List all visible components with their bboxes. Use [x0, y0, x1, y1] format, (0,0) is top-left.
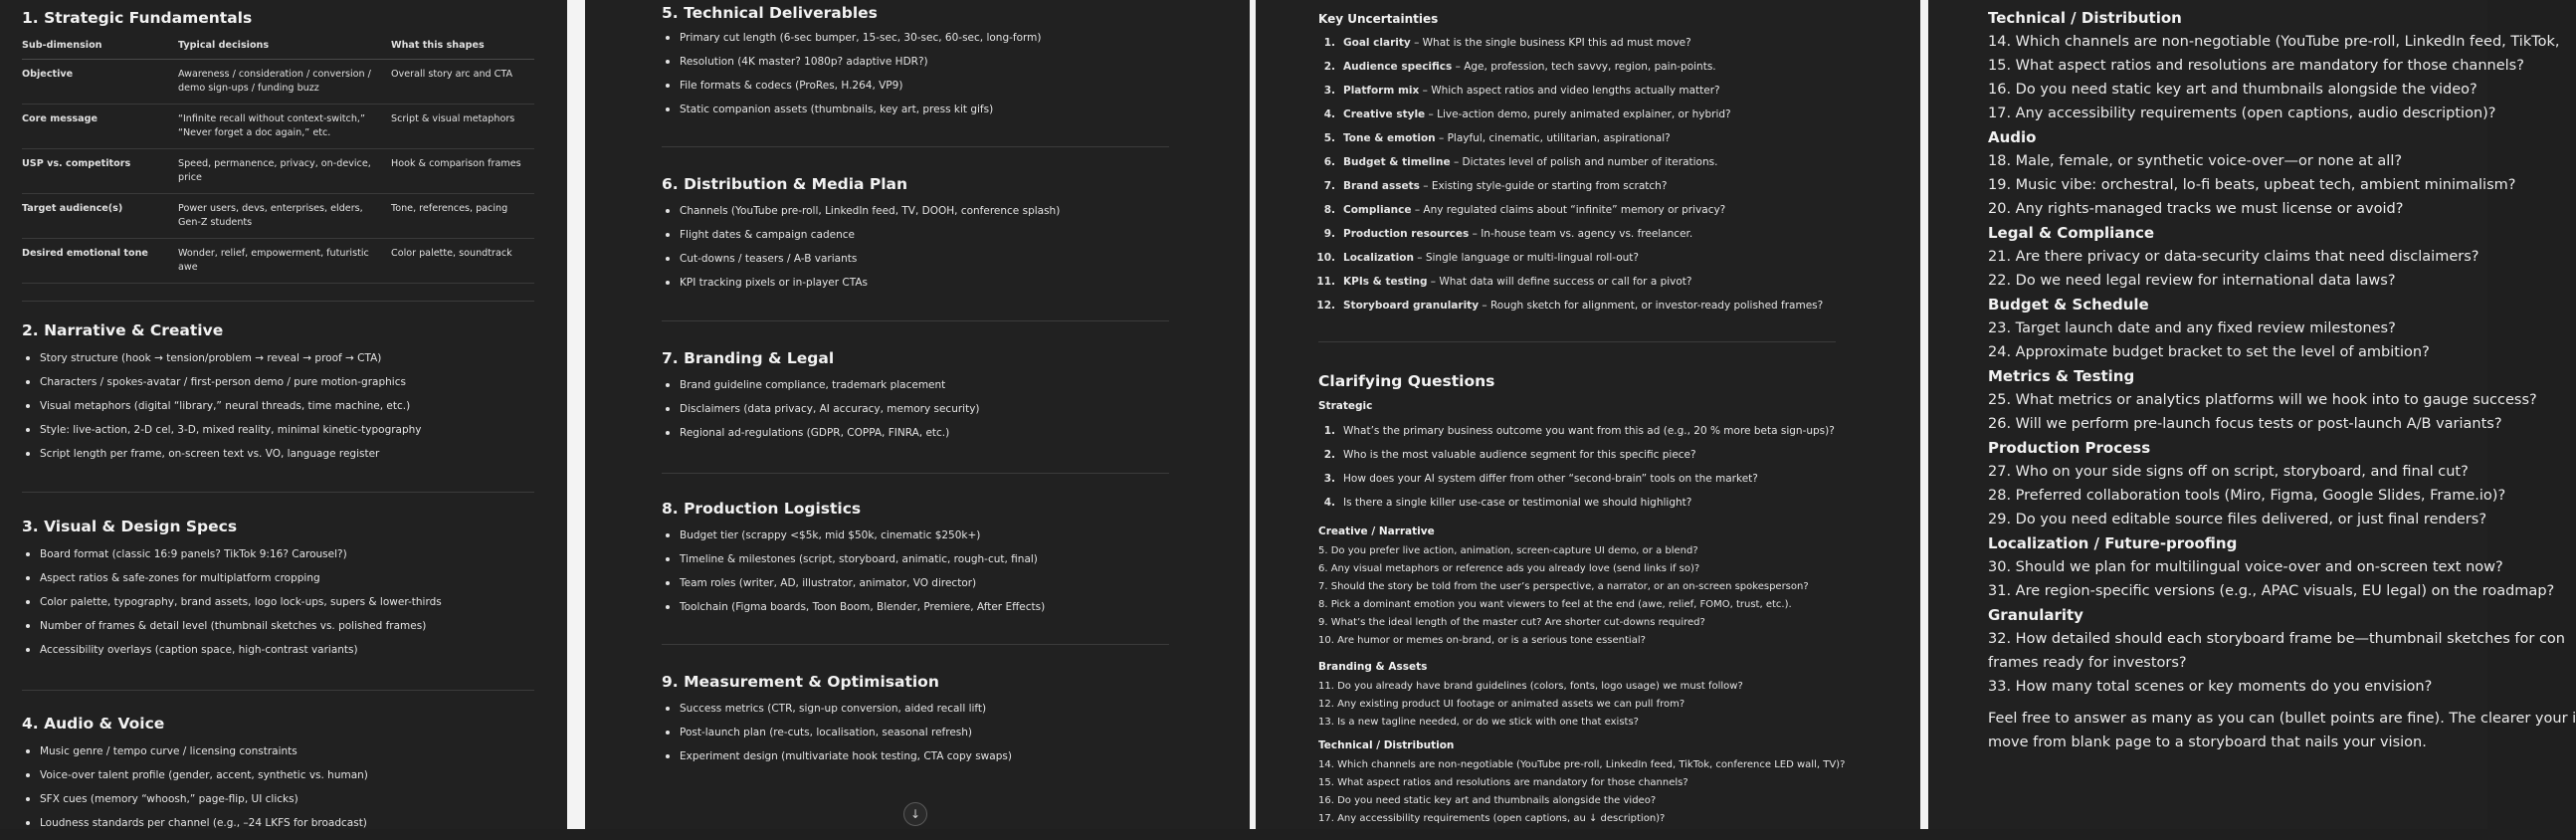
- distribution-list: [662, 204, 1060, 300]
- subheading-production: Production Process: [1988, 439, 2151, 457]
- section-divider: [22, 690, 534, 691]
- table-cell: Target audience(s): [22, 194, 178, 239]
- list-item: 30. Should we plan for multilingual voice-over and on-screen text now?: [1988, 559, 2503, 575]
- list-item: Team roles (writer, AD, illustrator, animator, VO director): [662, 576, 1045, 600]
- section-divider: [1318, 341, 1836, 342]
- list-item: 11. Do you already have brand guidelines (colors, fonts, logo usage) we must follow?: [1318, 681, 1743, 692]
- list-item: 15. What aspect ratios and resolutions are mandatory for those channels?: [1318, 777, 1688, 788]
- section-heading-8: 8. Production Logistics: [662, 500, 862, 518]
- list-item: 22. Do we need legal review for international data laws?: [1988, 273, 2396, 289]
- list-item: 25. What metrics or analytics platforms will we hook into to gauge success?: [1988, 392, 2537, 408]
- list-item: Success metrics (CTR, sign-up conversion, aided recall lift): [662, 702, 1012, 726]
- list-item: 21. Are there privacy or data-security claims that need disclaimers?: [1988, 249, 2479, 265]
- list-item: Post-launch plan (re-cuts, localisation, seasonal refresh): [662, 726, 1012, 749]
- table-cell: Core message: [22, 105, 178, 149]
- list-item: Style: live-action, 2-D cel, 3-D, mixed reality, minimal kinetic-typography: [22, 423, 422, 447]
- list-item: 31. Are region-specific versions (e.g., APAC visuals, EU legal) on the roadmap?: [1988, 583, 2555, 599]
- subheading-metrics: Metrics & Testing: [1988, 367, 2135, 385]
- list-item: Number of frames & detail level (thumbnail sketches vs. polished frames): [22, 619, 442, 643]
- list-item: Music genre / tempo curve / licensing constraints: [22, 744, 368, 768]
- list-item: Flight dates & campaign cadence: [662, 228, 1060, 252]
- branding-questions-list: [1318, 680, 1743, 734]
- section-heading-4: 4. Audio & Voice: [22, 715, 165, 733]
- section-heading-6: 6. Distribution & Media Plan: [662, 175, 908, 193]
- questions-continued-content: [1988, 6, 2576, 754]
- section-heading-2: 2. Narrative & Creative: [22, 321, 224, 339]
- list-item: Timeline & milestones (script, storyboard, animatic, rough-cut, final): [662, 552, 1045, 576]
- list-item: 4. Creative style – Live-action demo, purely animated explainer, or hybrid?: [1323, 108, 1731, 120]
- list-item: Loudness standards per channel (e.g., –24 LKFS for broadcast): [22, 816, 368, 840]
- section-heading-7: 7. Branding & Legal: [662, 349, 835, 367]
- scroll-down-button[interactable]: ↓: [903, 802, 927, 826]
- table-cell: Wonder, relief, empowerment, futuristic awe: [178, 239, 391, 284]
- section-divider: [22, 492, 534, 493]
- table-cell: Power users, devs, enterprises, elders, Gen-Z students: [178, 194, 391, 239]
- list-item: 8. Compliance – Any regulated claims about “infinite” memory or privacy?: [1323, 204, 1726, 216]
- list-item: File formats & codecs (ProRes, H.264, VP9): [662, 79, 1042, 103]
- list-item: Characters / spokes-avatar / first-person demo / pure motion-graphics: [22, 375, 422, 399]
- table-header: What this shapes: [391, 36, 534, 60]
- table-header-row: [22, 36, 534, 60]
- list-item: Disclaimers (data privacy, AI accuracy, memory security): [662, 402, 980, 426]
- technical-subheading: Technical / Distribution: [1318, 739, 1455, 751]
- table-cell: Desired emotional tone: [22, 239, 178, 284]
- list-item: Accessibility overlays (caption space, high-contrast variants): [22, 643, 442, 667]
- table-cell: Awareness / consideration / conversion / demo sign-ups / funding buzz: [178, 60, 391, 105]
- subheading-legal: Legal & Compliance: [1988, 224, 2155, 242]
- audio-voice-list: [22, 744, 368, 840]
- branding-subheading: Branding & Assets: [1318, 661, 1428, 673]
- section-divider: [662, 146, 1169, 147]
- list-item: Board format (classic 16:9 panels? TikTok 9:16? Carousel?): [22, 547, 442, 571]
- list-item: Resolution (4K master? 1080p? adaptive HDR?): [662, 55, 1042, 79]
- table-cell: Overall story arc and CTA: [391, 60, 534, 105]
- list-item: 24. Approximate budget bracket to set the level of ambition?: [1988, 344, 2430, 360]
- list-item: Cut-downs / teasers / A-B variants: [662, 252, 1060, 276]
- list-item: 27. Who on your side signs off on script, storyboard, and final cut?: [1988, 464, 2469, 480]
- list-item: 2. Who is the most valuable audience segment for this specific piece?: [1323, 449, 1696, 461]
- section-heading-3: 3. Visual & Design Specs: [22, 518, 238, 535]
- table-cell: Hook & comparison frames: [391, 149, 534, 194]
- fundamentals-table: [22, 36, 534, 284]
- panel-strategic-fundamentals: [0, 0, 567, 829]
- narrative-list: [22, 351, 422, 471]
- list-item: Channels (YouTube pre-roll, LinkedIn feed, TV, DOOH, conference splash): [662, 204, 1060, 228]
- list-item: 17. Any accessibility requirements (open captions, audio description)?: [1988, 105, 2496, 121]
- list-item: 15. What aspect ratios and resolutions are mandatory for those channels?: [1988, 58, 2524, 74]
- list-item: 16. Do you need static key art and thumbnails alongside the video?: [1318, 795, 1657, 806]
- subheading-granularity: Granularity: [1988, 606, 2083, 624]
- list-item: 33. How many total scenes or key moments do you envision?: [1988, 679, 2433, 695]
- table-row: [22, 149, 534, 194]
- list-item: 8. Pick a dominant emotion you want viewers to feel at the end (awe, relief, FOMO, trust, etc.).: [1318, 599, 1792, 610]
- list-item: 1. Goal clarity – What is the single business KPI this ad must move?: [1323, 37, 1691, 49]
- creative-subheading: Creative / Narrative: [1318, 525, 1435, 537]
- section-divider: [22, 301, 534, 302]
- table-row: [22, 105, 534, 149]
- table-cell: Script & visual metaphors: [391, 105, 534, 149]
- list-item: 11. KPIs & testing – What data will define success or call for a pivot?: [1316, 276, 1692, 288]
- list-item: Budget tier (scrappy <$5k, mid $50k, cinematic $250k+): [662, 528, 1045, 552]
- list-item: SFX cues (memory “whoosh,” page-flip, UI clicks): [22, 792, 368, 816]
- subheading-audio: Audio: [1988, 128, 2037, 146]
- list-item: 12. Storyboard granularity – Rough sketch for alignment, or investor-ready polished frames?: [1316, 300, 1824, 312]
- list-item: Primary cut length (6-sec bumper, 15-sec, 30-sec, 60-sec, long-form): [662, 31, 1042, 55]
- list-item: 16. Do you need static key art and thumbnails alongside the video?: [1988, 82, 2477, 98]
- list-item: KPI tracking pixels or in-player CTAs: [662, 276, 1060, 300]
- panel-questions-continued: [1928, 0, 2576, 829]
- table-cell: “Infinite recall without context-switch,” “Never forget a doc again,” etc.: [178, 105, 391, 149]
- strategic-questions-list: [1313, 424, 1835, 520]
- list-item: 6. Any visual metaphors or reference ads you already love (send links if so)?: [1318, 563, 1700, 574]
- spacer: [1988, 699, 2576, 707]
- list-item: 18. Male, female, or synthetic voice-over—or none at all?: [1988, 153, 2403, 169]
- list-item: 17. Any accessibility requirements (open captions, au ↓ description)?: [1318, 813, 1666, 824]
- list-item: 13. Is a new tagline needed, or do we stick with one that exists?: [1318, 717, 1639, 728]
- section-divider: [662, 320, 1169, 321]
- deliverables-list: [662, 31, 1042, 126]
- list-item: Toolchain (Figma boards, Toon Boom, Blender, Premiere, After Effects): [662, 600, 1045, 624]
- list-item: 1. What’s the primary business outcome you want from this ad (e.g., 20 % more beta sign-ups)?: [1323, 425, 1835, 437]
- panel-deliverables: [585, 0, 1250, 829]
- panel-uncertainties-questions: [1256, 0, 1920, 829]
- subheading-budget: Budget & Schedule: [1988, 296, 2149, 314]
- technical-questions-list: [1318, 758, 1845, 830]
- list-item: 12. Any existing product UI footage or animated assets we can pull from?: [1318, 699, 1685, 710]
- table-row: [22, 60, 534, 105]
- list-item: 23. Target launch date and any fixed review milestones?: [1988, 320, 2396, 336]
- panel-divider: [567, 0, 585, 829]
- subheading-localization: Localization / Future-proofing: [1988, 534, 2238, 552]
- list-item: Visual metaphors (digital “library,” neural threads, time machine, etc.): [22, 399, 422, 423]
- list-item: Brand guideline compliance, trademark placement: [662, 378, 980, 402]
- list-item: Story structure (hook → tension/problem → reveal → proof → CTA): [22, 351, 422, 375]
- list-item: 6. Budget & timeline – Dictates level of polish and number of iterations.: [1323, 156, 1718, 168]
- list-item: 9. What’s the ideal length of the master cut? Are shorter cut-downs required?: [1318, 617, 1705, 628]
- list-item: 29. Do you need editable source files delivered, or just final renders?: [1988, 512, 2487, 527]
- table-cell: Speed, permanence, privacy, on-device, price: [178, 149, 391, 194]
- table-header: Typical decisions: [178, 36, 391, 60]
- table-row: [22, 239, 534, 284]
- closing-paragraph: Feel free to answer as many as you can (bullet points are fine). The clearer your i: [1988, 711, 2576, 727]
- key-uncertainties-heading: Key Uncertainties: [1318, 12, 1439, 26]
- list-item: Aspect ratios & safe-zones for multiplatform cropping: [22, 571, 442, 595]
- list-item: 4. Is there a single killer use-case or testimonial we should highlight?: [1323, 497, 1692, 509]
- list-item: Regional ad-regulations (GDPR, COPPA, FINRA, etc.): [662, 426, 980, 450]
- list-item: 10. Are humor or memes on-brand, or is a serious tone essential?: [1318, 635, 1646, 646]
- logistics-list: [662, 528, 1045, 624]
- list-item: 9. Production resources – In-house team vs. agency vs. freelancer.: [1323, 228, 1693, 240]
- list-item: 7. Should the story be told from the user’s perspective, a narrator, or an on-screen spokesperson?: [1318, 581, 1809, 592]
- section-divider: [662, 473, 1169, 474]
- list-item: 28. Preferred collaboration tools (Miro, Figma, Google Slides, Frame.io)?: [1988, 488, 2506, 504]
- list-item: 26. Will we perform pre-launch focus tests or post-launch A/B variants?: [1988, 416, 2502, 432]
- list-item: 7. Brand assets – Existing style-guide or starting from scratch?: [1323, 180, 1668, 192]
- measurement-list: [662, 702, 1012, 773]
- table-cell: USP vs. competitors: [22, 149, 178, 194]
- table-cell: Objective: [22, 60, 178, 105]
- list-item: Script length per frame, on-screen text vs. VO, language register: [22, 447, 422, 471]
- list-item: 32. How detailed should each storyboard frame be—thumbnail sketches for con: [1988, 631, 2565, 647]
- key-uncertainties-list: [1313, 36, 1823, 322]
- list-item: 2. Audience specifics – Age, profession, tech savvy, region, pain-points.: [1323, 61, 1716, 73]
- list-item: Static companion assets (thumbnails, key art, press kit gifs): [662, 103, 1042, 126]
- section-divider: [662, 644, 1169, 645]
- table-cell: Tone, references, pacing: [391, 194, 534, 239]
- list-item: 14. Which channels are non-negotiable (YouTube pre-roll, LinkedIn feed, TikTok, conference LED wall, TV)?: [1318, 759, 1846, 770]
- section-heading-9: 9. Measurement & Optimisation: [662, 673, 939, 691]
- panel-divider: [1920, 0, 1928, 829]
- clarifying-questions-heading: Clarifying Questions: [1318, 372, 1495, 390]
- list-item: 20. Any rights-managed tracks we must license or avoid?: [1988, 201, 2404, 217]
- list-item: 5. Tone & emotion – Playful, cinematic, utilitarian, aspirational?: [1323, 132, 1671, 144]
- strategic-subheading: Strategic: [1318, 400, 1373, 412]
- list-item: Color palette, typography, brand assets, logo lock-ups, supers & lower-thirds: [22, 595, 442, 619]
- branding-legal-list: [662, 378, 980, 450]
- list-item: 14. Which channels are non-negotiable (YouTube pre-roll, LinkedIn feed, TikTok,: [1988, 34, 2560, 50]
- subheading-technical: Technical / Distribution: [1988, 9, 2182, 27]
- closing-paragraph-continued: move from blank page to a storyboard that nails your vision.: [1988, 735, 2427, 750]
- list-item: 19. Music vibe: orchestral, lo-fi beats, upbeat tech, ambient minimalism?: [1988, 177, 2516, 193]
- section-heading-1: 1. Strategic Fundamentals: [22, 9, 253, 27]
- section-heading-5: 5. Technical Deliverables: [662, 4, 878, 22]
- table-row: [22, 194, 534, 239]
- list-item: 10. Localization – Single language or multi-lingual roll-out?: [1316, 252, 1639, 264]
- list-item: 3. Platform mix – Which aspect ratios and video lengths actually matter?: [1323, 85, 1720, 97]
- list-item: 3. How does your AI system differ from other “second-brain” tools on the market?: [1323, 473, 1758, 485]
- table-header: Sub-dimension: [22, 36, 178, 60]
- table-cell: Color palette, soundtrack: [391, 239, 534, 284]
- list-item: Experiment design (multivariate hook testing, CTA copy swaps): [662, 749, 1012, 773]
- creative-questions-list: [1318, 544, 1809, 652]
- list-item-continued: frames ready for investors?: [1988, 655, 2187, 671]
- list-item: 5. Do you prefer live action, animation, screen-capture UI demo, or a blend?: [1318, 545, 1698, 556]
- list-item: Voice-over talent profile (gender, accent, synthetic vs. human): [22, 768, 368, 792]
- visual-specs-list: [22, 547, 442, 667]
